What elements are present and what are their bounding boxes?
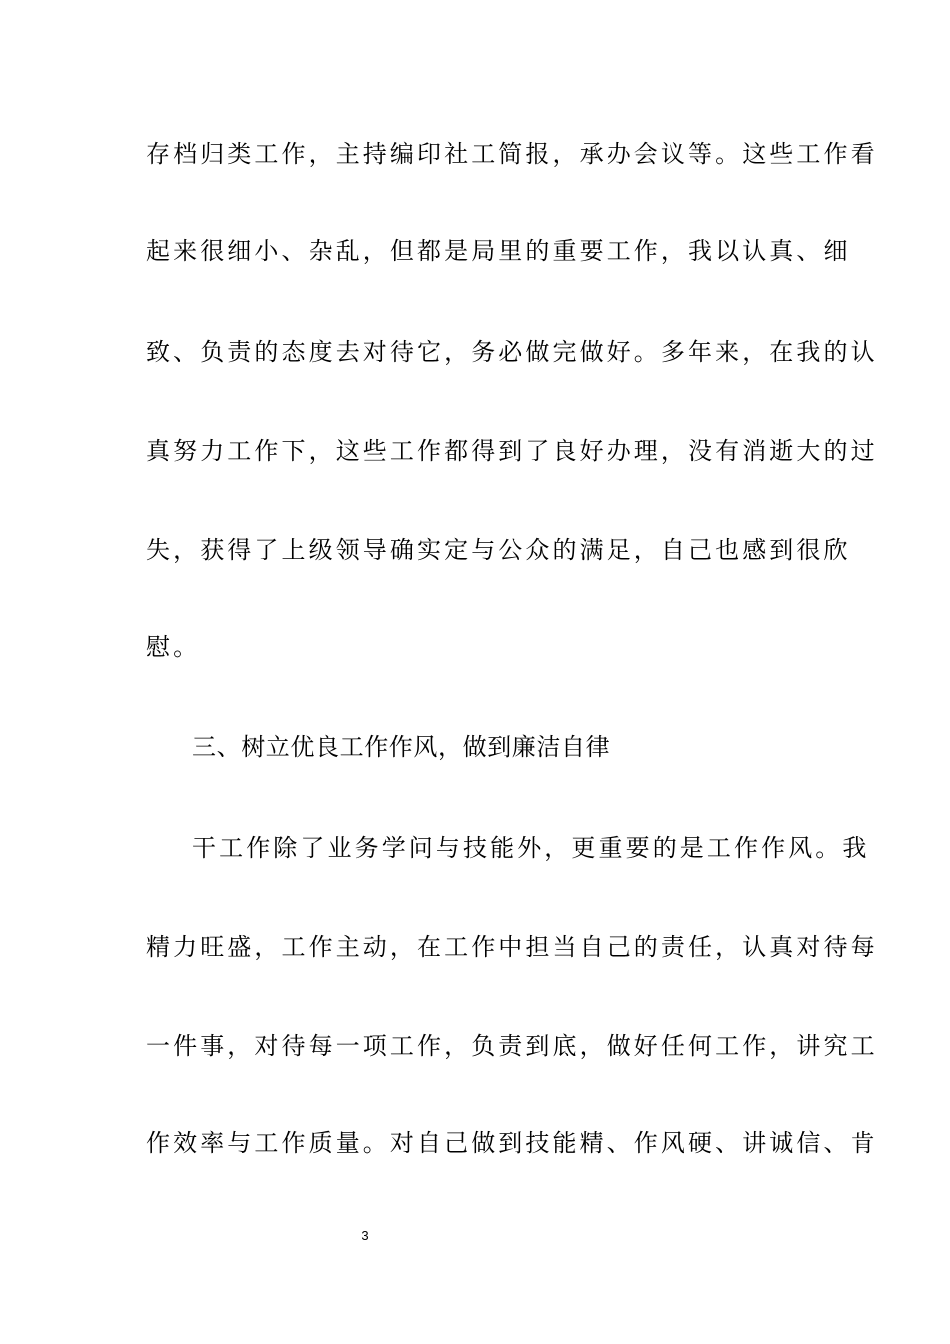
paragraph-line: 存档归类工作，主持编印社工简报，承办会议等。这些工作看 (146, 140, 878, 168)
paragraph-line: 致、负责的态度去对待它，务必做完做好。多年来，在我的认 (146, 338, 878, 366)
paragraph-line: 起来很细小、杂乱，但都是局里的重要工作，我以认真、细 (146, 237, 851, 265)
page-number: 3 (361, 1228, 369, 1243)
paragraph-line: 真努力工作下，这些工作都得到了良好办理，没有消逝大的过 (146, 437, 878, 465)
paragraph-line: 慰。 (146, 633, 201, 661)
paragraph-line: 作效率与工作质量。对自己做到技能精、作风硬、讲诚信、肯 (146, 1129, 878, 1157)
paragraph-line: 失，获得了上级领导确实定与公众的满足，自己也感到很欣 (146, 536, 851, 564)
paragraph-line: 一件事，对待每一项工作，负责到底，做好任何工作，讲究工 (146, 1032, 878, 1060)
section-heading: 三、树立优良工作作风，做到廉洁自律 (192, 733, 611, 761)
paragraph-line: 精力旺盛，工作主动，在工作中担当自己的责任，认真对待每 (146, 933, 878, 961)
paragraph-line: 干工作除了业务学问与技能外，更重要的是工作作风。我 (192, 834, 870, 862)
